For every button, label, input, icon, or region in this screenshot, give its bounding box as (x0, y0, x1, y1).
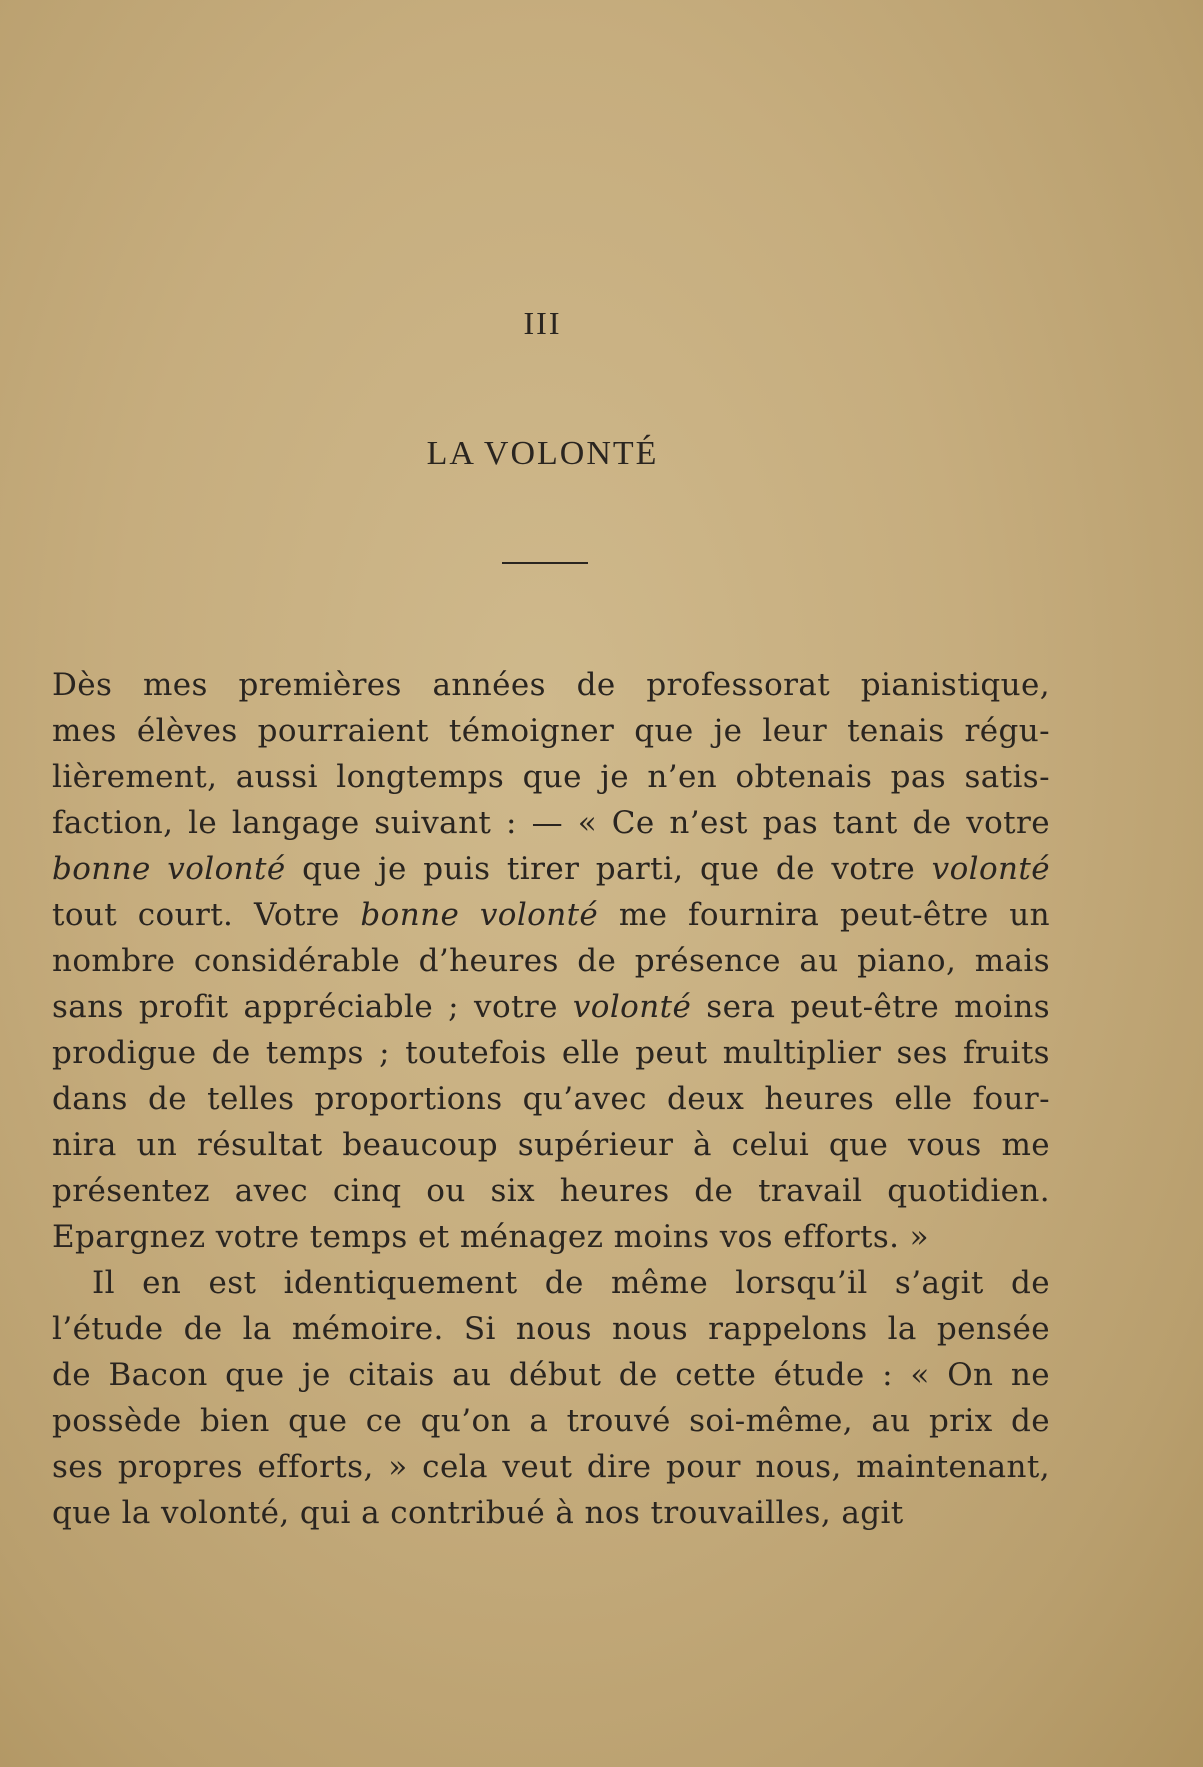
text-line (52, 1352, 1050, 1398)
text-segment: lièrement, aussi longtemps que je n’en obtenais pas satis- (52, 759, 1050, 795)
text-segment: me fournira peut-être un (598, 897, 1050, 933)
italic-text-segment: volonté (931, 851, 1050, 887)
text-segment: tout court. Votre (52, 897, 361, 933)
text-segment: Epargnez votre temps et ménagez moins vos efforts. » (52, 1219, 930, 1255)
text-segment: l’étude de la mémoire. Si nous nous rappelons la pensée (52, 1311, 1050, 1347)
text-segment: Il en est identiquement de même lorsqu’il s’agit de (92, 1265, 1050, 1301)
text-segment: ses propres efforts, » cela veut dire pour nous, maintenant, (52, 1449, 1050, 1485)
chapter-number: III (523, 305, 562, 341)
text-segment: Dès mes premières années de professorat pianistique, (52, 667, 1050, 703)
italic-text-segment: volonté (572, 989, 692, 1025)
text-line (52, 846, 1050, 892)
text-line (52, 1076, 1050, 1122)
text-line (52, 1030, 1050, 1076)
text-line (52, 754, 1050, 800)
text-line (52, 1122, 1050, 1168)
text-segment: mes élèves pourraient témoigner que je leur tenais régu- (52, 713, 1050, 749)
text-line (52, 1444, 1050, 1490)
text-line (52, 938, 1050, 984)
chapter-title: LA VOLONTÉ (426, 435, 659, 472)
text-line (52, 1490, 1050, 1536)
text-segment: sans profit appréciable ; votre (52, 989, 573, 1025)
text-line (52, 662, 1050, 708)
text-line (52, 800, 1050, 846)
text-line (52, 1398, 1050, 1444)
text-segment: nira un résultat beaucoup supérieur à celui que vous me (52, 1127, 1050, 1163)
text-line (52, 1214, 1050, 1260)
text-segment: de Bacon que je citais au début de cette étude : « On ne (52, 1357, 1050, 1393)
body-text (52, 662, 1050, 1536)
text-line (52, 708, 1050, 754)
text-segment: sera peut-être moins (691, 989, 1050, 1025)
text-segment: prodigue de temps ; toutefois elle peut multiplier ses fruits (52, 1035, 1050, 1071)
title-rule (502, 562, 588, 564)
text-segment: que je puis tirer parti, que de votre (285, 851, 932, 887)
text-line (52, 1306, 1050, 1352)
italic-text-segment: bonne volonté (360, 897, 599, 933)
text-segment: nombre considérable d’heures de présence au piano, mais (52, 943, 1050, 979)
text-line (52, 1260, 1050, 1306)
text-line (52, 892, 1050, 938)
text-line (52, 1168, 1050, 1214)
text-segment: que la volonté, qui a contribué à nos trouvailles, agit (52, 1495, 904, 1531)
text-segment: dans de telles proportions qu’avec deux heures elle four- (52, 1081, 1050, 1117)
text-segment: présentez avec cinq ou six heures de travail quotidien. (52, 1173, 1050, 1209)
text-segment: faction, le langage suivant : — « Ce n’est pas tant de votre (52, 805, 1050, 841)
text-segment: possède bien que ce qu’on a trouvé soi-même, au prix de (52, 1403, 1050, 1439)
text-line (52, 984, 1050, 1030)
italic-text-segment: bonne volonté (52, 851, 286, 887)
